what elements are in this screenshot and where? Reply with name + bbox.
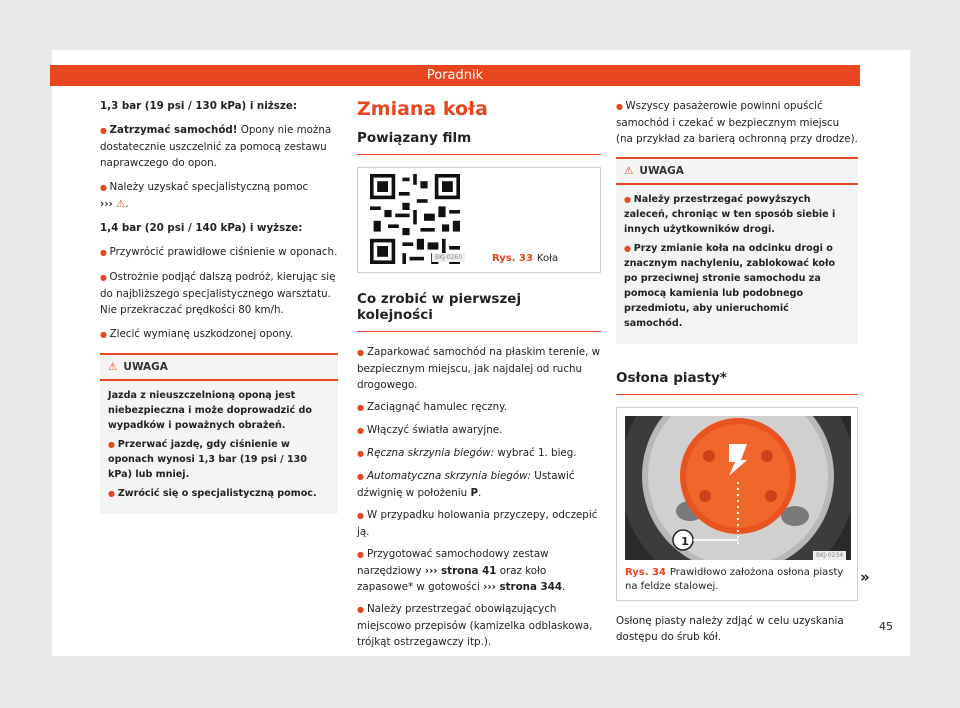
cross-ref-arrow[interactable]: ››› (100, 198, 113, 210)
warning-body (616, 185, 858, 344)
step-text: Włączyć światła awaryjne. (366, 424, 503, 436)
hub-cap-text: Osłonę piasty należy zdjąć w celu uzyskania dostępu do śrub kół. (616, 615, 844, 643)
cross-ref-link[interactable]: ››› strona 344 (483, 581, 563, 593)
warning-icon: ⚠ (116, 198, 126, 210)
step-text: wybrać 1. bieg. (494, 447, 577, 459)
warning-item: Należy przestrzegać powyższych zaleceń, chroniąc w ten sposób siebie i innych użytkowników drogi. (624, 194, 836, 235)
figure-label: Prawidłowo założona osłona piasty na feldze stalowej. (625, 567, 844, 592)
step-text: Należy przestrzegać obowiązujących miejscowo przepisów (kamizelka odblaskowa, trójkąt ostrzegawczy itp.). (357, 603, 593, 648)
first-steps-title: Co zrobić w pierwszej kolejności (357, 291, 522, 323)
column-right (616, 98, 858, 653)
list-item: ● Należy przestrzegać powyższych zaleceń, chroniąc w ten sposób siebie i innych użytkowników drogi. (624, 194, 836, 235)
list-item: ● Automatyczna skrzynia biegów: Ustawić dźwignię w położeniu P. (357, 470, 575, 499)
help-text: Należy uzyskać specjalistyczną pomoc (109, 181, 309, 193)
stop-car-detail: Opony nie można dostatecznie uszczelnić za pomocą zestawu naprawczego do opon. (100, 124, 332, 169)
list-item: ● Zwrócić się o specjalistyczną pomoc. (108, 488, 317, 499)
figure-code: BKJ-0260 (432, 253, 465, 262)
step-text: Ustawić dźwignię w położeniu (357, 470, 575, 499)
list-item: ● Wszyscy pasażerowie powinni opuścić samochód i czekać w bezpiecznym miejscu (na przykład za barierą ochronną przy drodze). (616, 100, 858, 145)
step-text: Przygotować samochodowy zestaw narzędziowy (357, 548, 549, 577)
list-item: ● Należy przestrzegać obowiązujących miejscowo przepisów (kamizelka odblaskowa, trójkąt ostrzegawczy itp.). (357, 603, 593, 648)
warning-body (100, 381, 338, 514)
passengers-text: Wszyscy pasażerowie powinni opuścić samochód i czekać w bezpiecznym miejscu (na przykład za barierą ochronną przy drodze). (616, 100, 858, 145)
figure-33 (357, 167, 601, 273)
qr-code-icon[interactable] (370, 174, 460, 264)
related-video-heading (357, 130, 601, 155)
hub-cap-title: Osłona piasty* (616, 370, 727, 386)
warning-item: Przy zmianie koła na odcinku drogi o znacznym nachyleniu, zablokować koło po przeciwnej stronie samochodu za pomocą kamienia lub podobnego przedmiotu, aby unieruchomić samochód. (624, 243, 836, 329)
list-item: ● W przypadku holowania przyczepy, odczepić ją. (357, 509, 598, 538)
column-middle (357, 98, 601, 656)
warning-title: UWAGA (639, 165, 684, 177)
callout-number: 1 (681, 535, 689, 548)
list-item: ● Zlecić wymianę uszkodzonej opony. (100, 328, 294, 340)
list-item: ● Przygotować samochodowy zestaw narzędziowy ››› strona 41 oraz koło zapasowe* w gotowości ››› strona 344. (357, 548, 566, 593)
section-header: Poradnik (50, 65, 860, 86)
pressure-heading-low: 1,3 bar (19 psi / 130 kPa) i niższe: (100, 100, 298, 112)
page-title: Zmiana koła (357, 98, 488, 120)
list-item: ● Przy zmianie koła na odcinku drogi o znacznym nachyleniu, zablokować koło po przeciwnej stronie samochodu za pomocą kamienia lub podobnego przedmiotu, aby unieruchomić samochód. (624, 243, 836, 329)
list-item: ● Zaparkować samochód na płaskim terenie, w bezpiecznym miejscu, jak najdalej od ruchu drogowego. (357, 346, 601, 391)
first-steps-heading (357, 291, 601, 332)
step-text: oraz koło zapasowe* w gotowości (357, 565, 547, 593)
warning-icon: ⚠ (108, 361, 118, 373)
restore-pressure-text: Przywrócić prawidłowe ciśnienie w oponach. (109, 246, 338, 258)
step-text: Zaparkować samochód na płaskim terenie, w bezpiecznym miejscu, jak najdalej od ruchu drogowego. (357, 346, 601, 391)
figure-caption (492, 252, 558, 266)
step-text: Zaciągnąć hamulec ręczny. (366, 401, 508, 413)
continue-arrow-icon[interactable]: » (860, 568, 870, 586)
figure-number: Rys. 34 (625, 567, 666, 578)
warning-box (616, 157, 858, 344)
warning-icon: ⚠ (624, 165, 634, 177)
list-item: ● Przywrócić prawidłowe ciśnienie w oponach. (100, 246, 338, 258)
warning-box (100, 353, 338, 514)
replace-tyre-text: Zlecić wymianę uszkodzonej opony. (109, 328, 294, 340)
figure-label: Koła (536, 253, 559, 264)
warning-header (616, 157, 858, 185)
warning-item: Przerwać jazdę, gdy ciśnienie w oponach wynosi 1,3 bar (19 psi / 130 kPa) lub mniej. (108, 439, 307, 480)
step-text: W przypadku holowania przyczepy, odczepić ją. (357, 509, 598, 538)
list-item: ● Ostrożnie podjąć dalszą podróż, kierując się do najbliższego specjalistycznego warsztatu. Nie przekraczać prędkości 80 km/h. (100, 271, 336, 316)
figure-caption (625, 566, 851, 594)
list-item: ● Przerwać jazdę, gdy ciśnienie w oponach wynosi 1,3 bar (19 psi / 130 kPa) lub mniej. (108, 439, 307, 480)
warning-header (100, 353, 338, 381)
list-item: ● Zaciągnąć hamulec ręczny. (357, 401, 508, 413)
step-text: . (562, 581, 566, 593)
step-label: Automatyczna skrzynia biegów: (366, 470, 532, 482)
list-item: ● Zatrzymać samochód! Opony nie można dostatecznie uszczelnić za pomocą zestawu naprawczego do opon. (100, 124, 332, 169)
drive-carefully-text: Ostrożnie podjąć dalszą podróż, kierując się do najbliższego specjalistycznego warsztatu. Nie przekraczać prędkości 80 km/h. (100, 271, 336, 316)
figure-number: Rys. 33 (492, 253, 533, 264)
warning-item: Zwrócić się o specjalistyczną pomoc. (117, 488, 317, 499)
warning-title: UWAGA (123, 361, 168, 373)
stop-car-text: Zatrzymać samochód! (109, 124, 238, 136)
warning-text: Jazda z nieuszczelnioną oponą jest niebezpieczna i może doprowadzić do wypadków i poważnych obrażeń. (108, 390, 313, 431)
hub-cap-heading (616, 370, 858, 395)
figure-34 (616, 407, 858, 601)
list-item: ● Ręczna skrzynia biegów: wybrać 1. bieg. (357, 447, 577, 459)
column-left (100, 98, 338, 514)
hub-cap-image (625, 416, 851, 560)
cross-ref-link[interactable]: ››› strona 41 (424, 565, 497, 577)
related-video-title: Powiązany film (357, 130, 472, 146)
gear-position: P (470, 487, 478, 499)
list-item: ● Należy uzyskać specjalistyczną pomoc ››› ⚠. (100, 181, 309, 210)
list-item: ● Włączyć światła awaryjne. (357, 424, 503, 436)
page-number: 45 (879, 620, 893, 633)
figure-code: BKJ-0234 (813, 551, 846, 560)
pressure-heading-high: 1,4 bar (20 psi / 140 kPa) i wyższe: (100, 222, 303, 234)
step-label: Ręczna skrzynia biegów: (366, 447, 495, 459)
